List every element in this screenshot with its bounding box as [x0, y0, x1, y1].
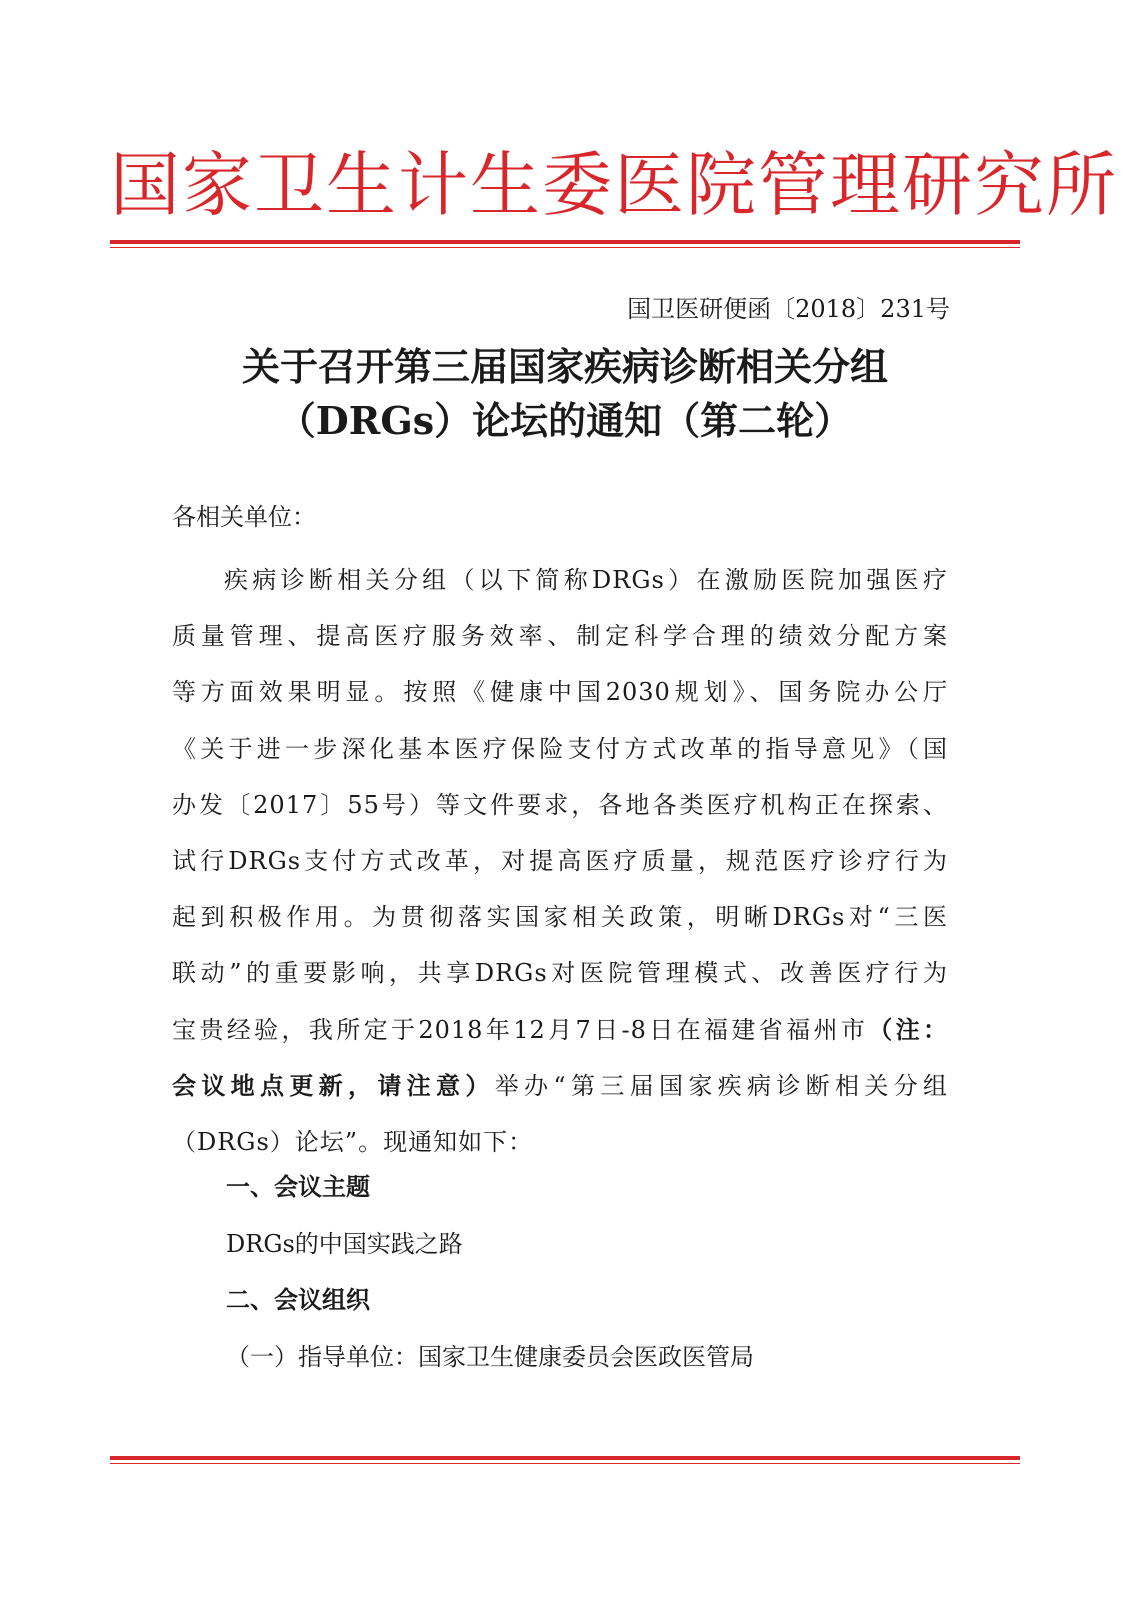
- title-line-2: （DRGs）论坛的通知（第二轮）: [277, 398, 853, 443]
- salutation: 各相关单位：: [172, 503, 316, 531]
- body-line: [172, 1002, 948, 1058]
- venue-update-note: （注：: [868, 1014, 948, 1044]
- section-item-guiding-unit: （一）指导单位：国家卫生健康委员会医政医管局: [226, 1343, 754, 1371]
- body-text: 举办“第三届国家疾病诊断相关分组: [494, 1071, 949, 1100]
- body-line: 质量管理、提高医疗服务效率、制定科学合理的绩效分配方案: [172, 622, 948, 651]
- document-title: [110, 340, 1020, 448]
- section-heading-theme: 一、会议主题: [226, 1172, 370, 1201]
- body-line: 起到积极作用。为贯彻落实国家相关政策，明晰DRGs对“三医: [172, 903, 948, 932]
- body-paragraph: [172, 552, 948, 1170]
- footer-divider: [110, 1456, 1020, 1464]
- body-line: 联动”的重要影响，共享DRGs对医院管理模式、改善医疗行为: [172, 959, 948, 988]
- body-line: 《关于进一步深化基本医疗保险支付方式改革的指导意见》（国: [172, 734, 948, 763]
- org-header-title: 国家卫生计生委医院管理研究所: [110, 144, 1118, 226]
- section-text-theme: DRGs的中国实践之路: [226, 1230, 463, 1258]
- venue-update-note: 会议地点更新，请注意）: [172, 1070, 495, 1100]
- body-text: 宝贵经验，我所定于2018年12月7日-8日在福建省福州市: [172, 1015, 869, 1044]
- title-line-1: 关于召开第三届国家疾病诊断相关分组: [241, 344, 888, 389]
- body-line: 疾病诊断相关分组（以下简称DRGs）在激励医院加强医疗: [224, 566, 948, 594]
- body-line: 等方面效果明显。按照《健康中国2030规划》、国务院办公厅: [172, 678, 948, 707]
- body-line: 试行DRGs支付方式改革，对提高医疗质量，规范医疗诊疗行为: [172, 847, 948, 876]
- body-line: （DRGs）论坛”。现通知如下：: [172, 1128, 534, 1157]
- section-heading-organization: 二、会议组织: [226, 1285, 370, 1314]
- document-number: 国卫医研便函〔2018〕231号: [627, 295, 950, 323]
- body-line: 办发〔2017〕55号）等文件要求，各地各类医疗机构正在探索、: [172, 790, 948, 819]
- header-divider: [110, 240, 1020, 248]
- body-line: [172, 1058, 948, 1114]
